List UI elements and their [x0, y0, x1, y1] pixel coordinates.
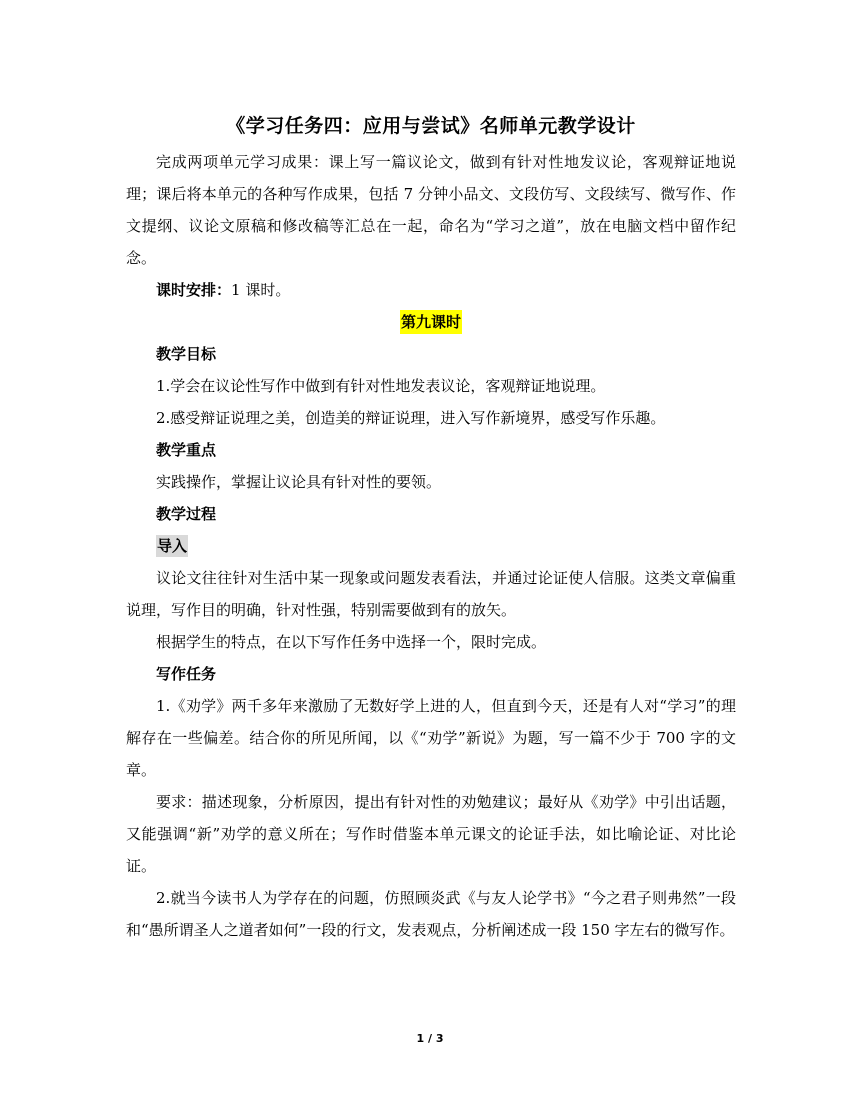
objectives-heading: 教学目标: [156, 345, 217, 363]
task-2: 2.就当今读书人为学存在的问题，仿照顾炎武《与友人论学书》“今之君子则弗然”一段和“愚所谓圣人之道者如何”一段的行文，发表观点，分析阐述成一段 150 字左右的微写作。: [126, 889, 736, 939]
focus-heading: 教学重点: [156, 441, 217, 459]
task-1-requirements: 要求：描述现象，分析原因，提出有针对性的劝勉建议；最好从《劝学》中引出话题，又能强调“新”劝学的意义所在；写作时借鉴本单元课文的论证手法，如比喻论证、对比论证。: [126, 793, 736, 875]
lesson-label-line: [126, 306, 736, 338]
intro-section-heading: 导入: [157, 537, 188, 555]
schedule-value: 1 课时。: [231, 281, 291, 299]
objective-item-2: 2.感受辩证说理之美，创造美的辩证说理，进入写作新境界，感受写作乐趣。: [156, 409, 666, 427]
schedule-line: [126, 274, 736, 306]
lesson-label: 第九课时: [400, 310, 462, 334]
intro-section-paragraph-2: 根据学生的特点，在以下写作任务中选择一个，限时完成。: [156, 633, 547, 651]
objective-item-1: 1.学会在议论性写作中做到有针对性地发表议论，客观辩证地说理。: [156, 377, 606, 395]
task-1: 1.《劝学》两千多年来激励了无数好学上进的人，但直到今天，还是有人对“学习”的理解存在一些偏差。结合你的所见所闻，以《“劝学”新说》为题，写一篇不少于 700 字的文章。: [126, 697, 736, 779]
process-heading: 教学过程: [156, 505, 217, 523]
intro-paragraph: 完成两项单元学习成果：课上写一篇议论文，做到有针对性地发议论，客观辩证地说理；课后将本单元的各种写作成果，包括 7 分钟小品文、文段仿写、文段续写、微写作、作文提纲、议论文原稿和修改稿等汇总在一起，命名为“学习之道”，放在电脑文档中留作纪念。: [126, 153, 736, 267]
document-title: 《学习任务四：应用与尝试》名师单元教学设计: [226, 115, 636, 137]
intro-section-heading-line: [126, 530, 736, 562]
tasks-heading: 写作任务: [156, 665, 217, 683]
document-body: [126, 110, 736, 946]
focus-text: 实践操作，掌握让议论具有针对性的要领。: [156, 473, 442, 491]
page-number: 1 / 3: [416, 1032, 444, 1045]
schedule-label: 课时安排：: [156, 281, 232, 299]
intro-section-paragraph-1: 议论文往往针对生活中某一现象或问题发表看法，并通过论证使人信服。这类文章偏重说理，写作目的明确，针对性强，特别需要做到有的放矢。: [126, 569, 736, 619]
